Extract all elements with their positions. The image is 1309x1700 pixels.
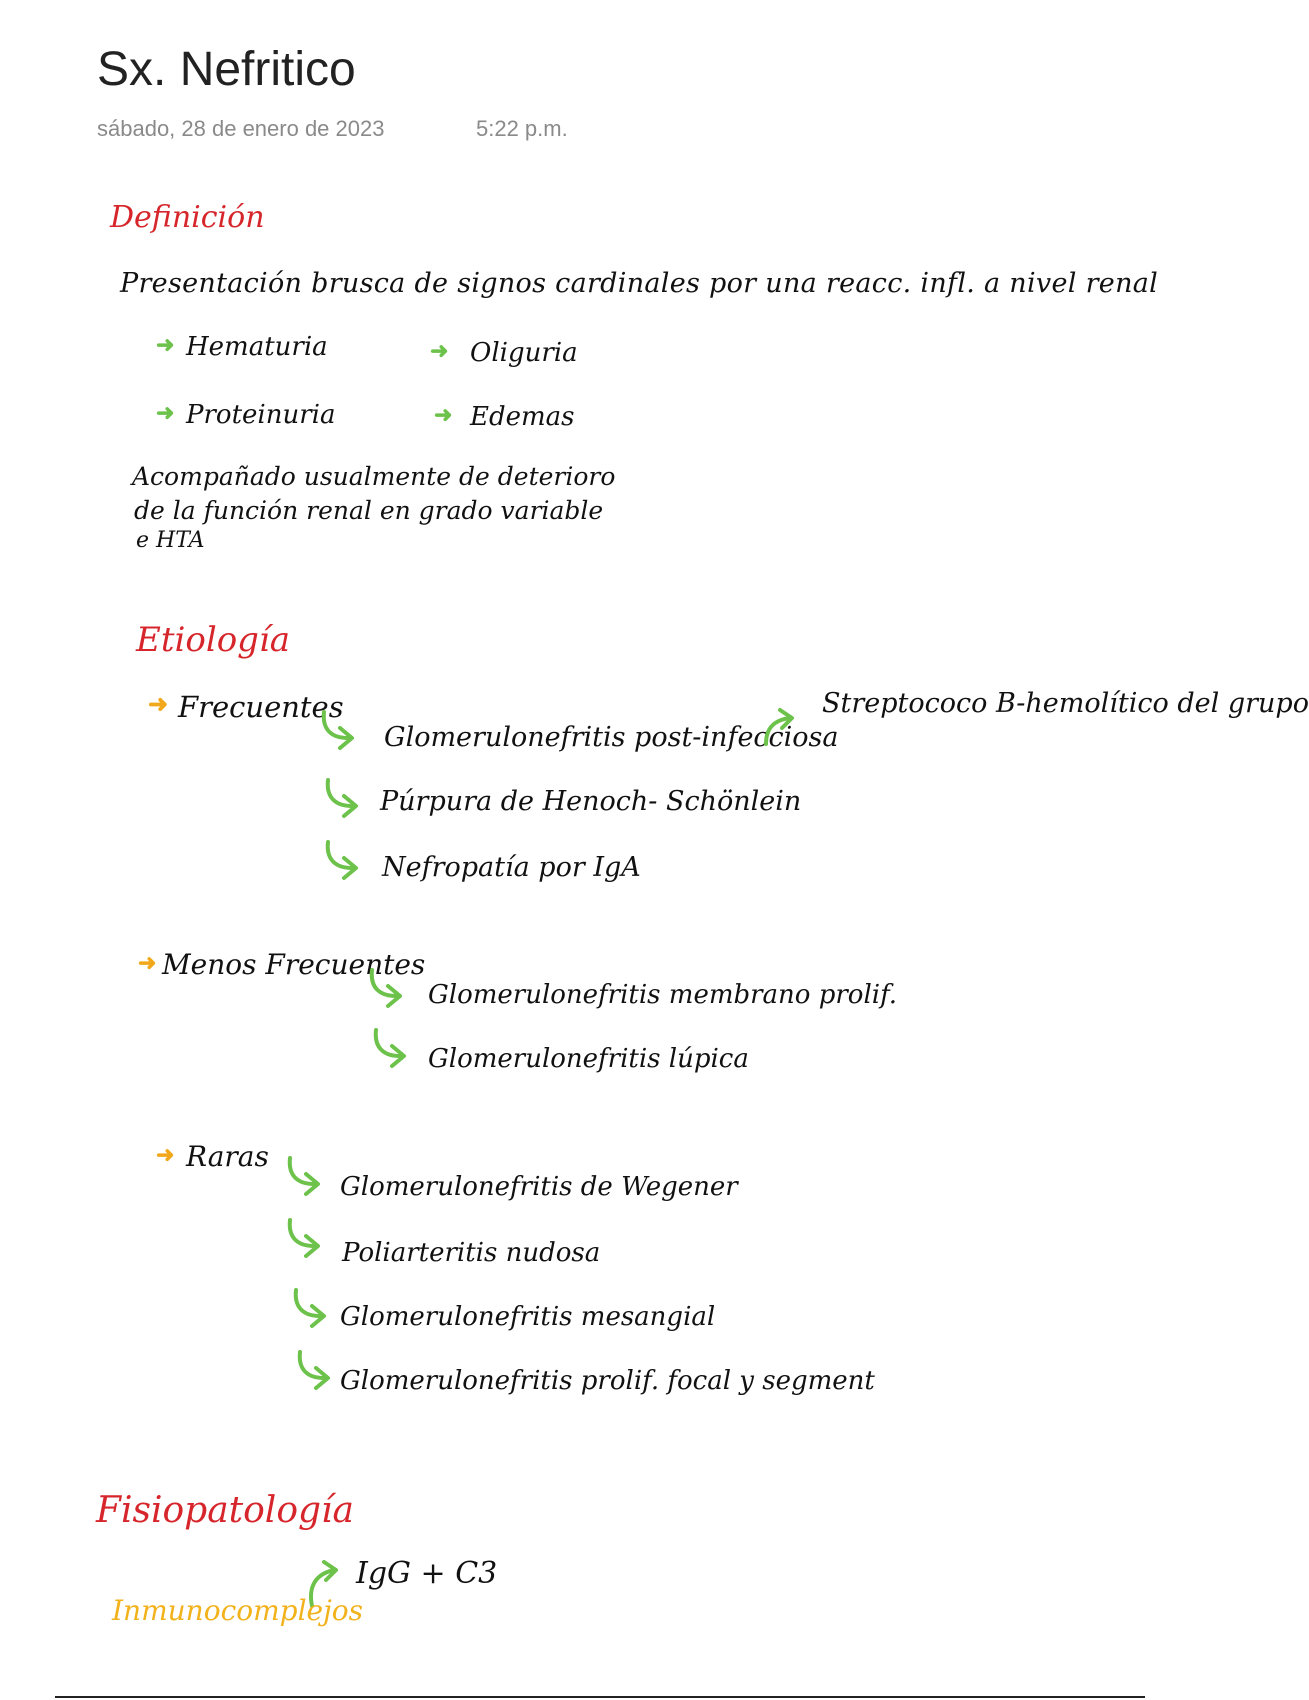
etiologia-item: Nefropatía por IgA bbox=[382, 852, 641, 883]
hook-arrow-down-right-icon bbox=[290, 1286, 330, 1330]
etiologia-item: Glomerulonefritis de Wegener bbox=[340, 1172, 738, 1202]
definicion-sentence: Presentación brusca de signos cardinales por una reacc. infl. a nivel renal bbox=[120, 268, 1159, 299]
arrow-right-icon: ➜ bbox=[430, 338, 449, 363]
etiologia-item: Glomerulonefritis prolif. focal y segment bbox=[340, 1366, 875, 1396]
arrow-right-icon: ➜ bbox=[148, 691, 169, 718]
hook-arrow-down-right-icon bbox=[318, 708, 358, 752]
definicion-heading: Definición bbox=[110, 200, 265, 235]
etiologia-item: Glomerulonefritis post-infecciosa bbox=[384, 722, 839, 753]
arrow-right-icon: ➜ bbox=[156, 1142, 175, 1167]
page-title: Sx. Nefritico bbox=[97, 43, 356, 96]
page-time: 5:22 p.m. bbox=[476, 116, 568, 141]
page-date: sábado, 28 de enero de 2023 bbox=[97, 116, 385, 141]
etiologia-item: Glomerulonefritis lúpica bbox=[428, 1044, 749, 1074]
hook-arrow-down-right-icon bbox=[294, 1348, 334, 1392]
definicion-note-line: Acompañado usualmente de deterioro bbox=[132, 462, 616, 491]
fisiopatologia-heading: Fisiopatología bbox=[96, 1490, 355, 1531]
etiologia-group-label: Raras bbox=[186, 1140, 269, 1173]
sign-item: Oliguria bbox=[470, 338, 578, 368]
hook-arrow-down-right-icon bbox=[322, 838, 362, 882]
sign-item: Proteinuria bbox=[186, 400, 336, 430]
definicion-note-line: e HTA bbox=[136, 528, 205, 553]
etiologia-heading: Etiología bbox=[136, 620, 291, 660]
arrow-right-icon: ➜ bbox=[434, 402, 453, 427]
sign-item: Hematuria bbox=[186, 332, 328, 362]
etiologia-item: Glomerulonefritis membrano prolif. bbox=[428, 980, 898, 1010]
arrow-right-icon: ➜ bbox=[156, 332, 175, 357]
definicion-note-line: de la función renal en grado variable bbox=[134, 496, 604, 525]
hook-arrow-down-right-icon bbox=[284, 1154, 324, 1198]
etiologia-group-label: Menos Frecuentes bbox=[162, 948, 426, 981]
etiologia-side-note: Streptococo B-hemolítico del grupo bbox=[822, 688, 1309, 719]
hook-arrow-down-right-icon bbox=[366, 966, 406, 1010]
hook-arrow-down-right-icon bbox=[370, 1026, 410, 1070]
arrow-right-icon: ➜ bbox=[156, 400, 175, 425]
etiologia-item: Púrpura de Henoch- Schönlein bbox=[380, 786, 802, 817]
hook-arrow-down-right-icon bbox=[322, 776, 362, 820]
arrow-right-icon: ➜ bbox=[138, 950, 157, 975]
hook-arrow-up-right-icon bbox=[760, 704, 800, 748]
etiologia-item: Glomerulonefritis mesangial bbox=[340, 1302, 716, 1332]
hook-arrow-down-right-icon bbox=[284, 1216, 324, 1260]
fisiopatologia-subheading: Inmunocomplejos bbox=[112, 1594, 364, 1627]
etiologia-item: Poliarteritis nudosa bbox=[342, 1238, 601, 1268]
sign-item: Edemas bbox=[470, 402, 575, 432]
divider bbox=[55, 1696, 1145, 1698]
etiologia-group-label: Frecuentes bbox=[178, 690, 344, 724]
fisiopatologia-formula: IgG + C3 bbox=[356, 1556, 498, 1591]
